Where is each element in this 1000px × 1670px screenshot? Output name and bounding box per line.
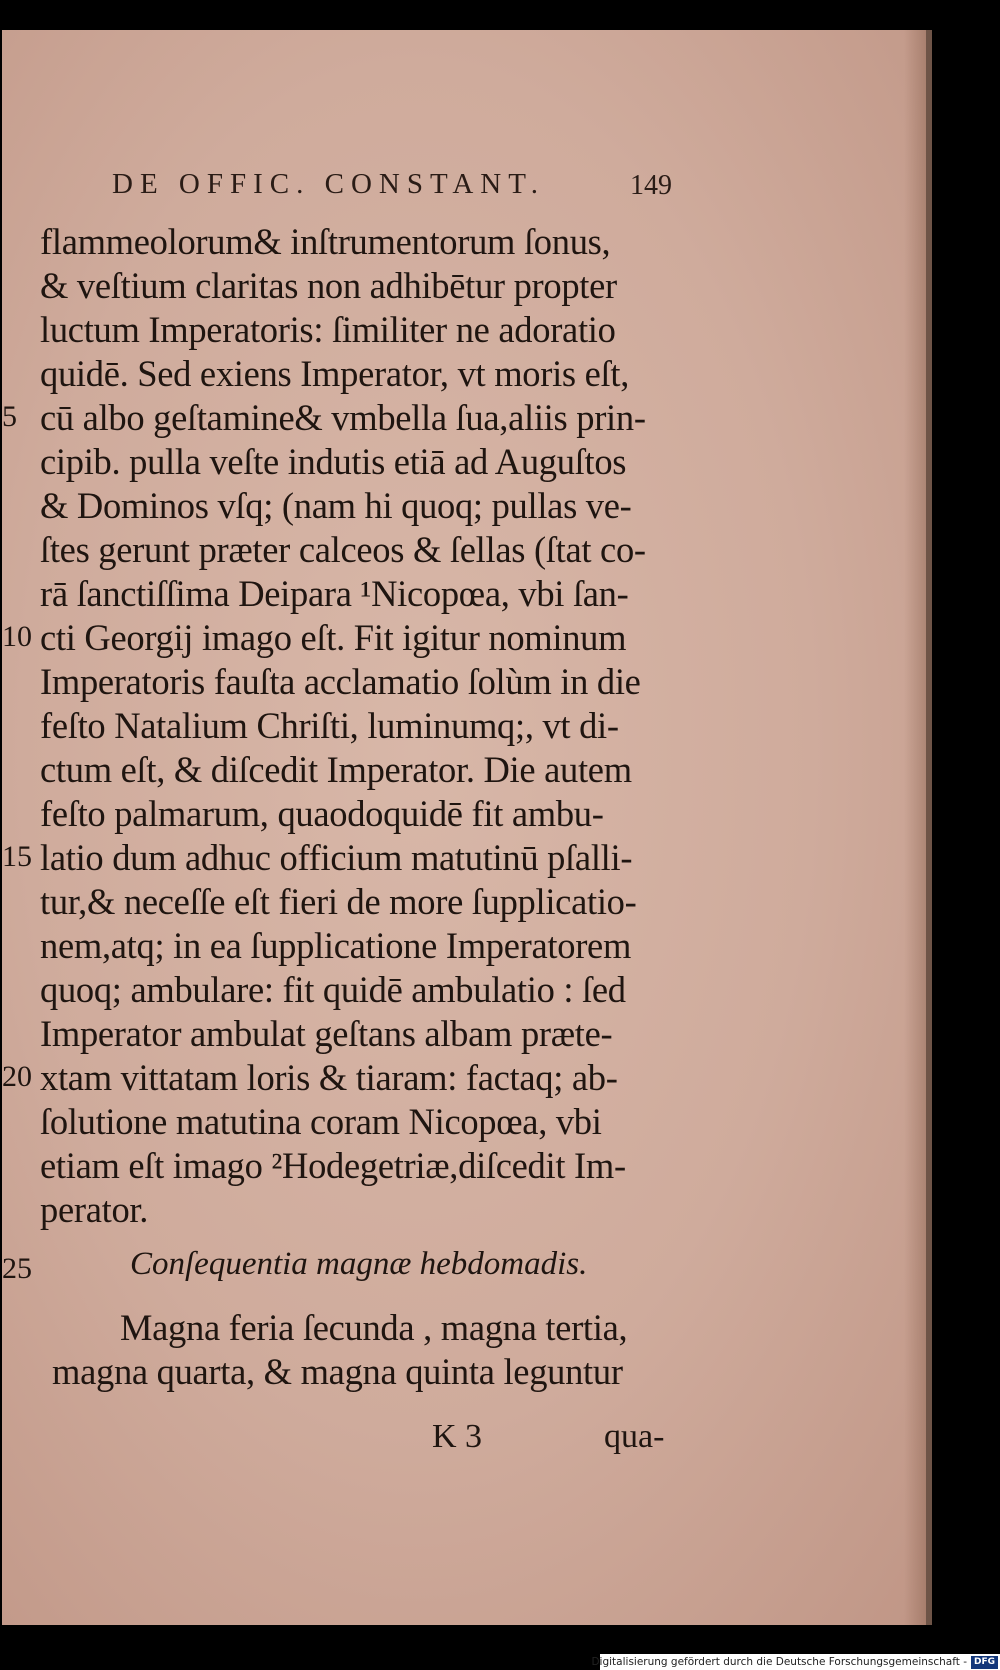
- line-number: 10: [2, 620, 32, 653]
- text-line: cū albo geſtamine& vmbella ſua,aliis prin-: [40, 397, 646, 438]
- text-line: rā ſanctiſſima Deipara ¹Nicopœa, vbi ſan-: [40, 573, 629, 614]
- text-line: & veſtium claritas non adhibētur propter: [40, 265, 617, 306]
- text-line: ctum eſt, & diſcedit Imperator. Die autem: [40, 749, 632, 790]
- text-line: latio dum adhuc officium matutinū pſalli-: [40, 837, 633, 878]
- text-line: luctum Imperatoris: ſimiliter ne adoratio: [40, 309, 616, 350]
- text-line: nem,atq; in ea ſupplicatione Imperatorem: [40, 925, 632, 966]
- section-heading: Conſequentia magnæ hebdomadis.: [130, 1246, 588, 1282]
- text-line: xtam vittatam loris & tiaram: factaq; ab-: [40, 1057, 618, 1098]
- text-line: tur,& neceſſe eſt fieri de more ſupplicatio-: [40, 881, 637, 922]
- text-line: etiam eſt imago ²Hodegetriæ,diſcedit Im-: [40, 1145, 626, 1186]
- paragraph-line: Magna feria ſecunda , magna tertia,: [120, 1307, 628, 1348]
- dfg-logo: DFG: [971, 1656, 998, 1669]
- line-number: 5: [2, 400, 17, 433]
- text-line: cipib. pulla veſte indutis etiā ad Auguſtos: [40, 441, 627, 482]
- line-number: 25: [2, 1252, 32, 1285]
- book-page: [2, 30, 932, 1625]
- text-line: quidē. Sed exiens Imperator, vt moris eſt,: [40, 353, 630, 394]
- text-line: perator.: [40, 1189, 149, 1230]
- text-line: quoq; ambulare: fit quidē ambulatio : ſed: [40, 969, 626, 1010]
- paragraph-line: magna quarta, & magna quinta leguntur: [52, 1351, 623, 1392]
- line-number: 20: [2, 1060, 32, 1093]
- text-line: flammeolorum& inſtrumentorum ſonus,: [40, 221, 611, 262]
- catchword: qua-: [604, 1418, 665, 1455]
- page-number: 149: [630, 170, 672, 201]
- text-line: feſto Natalium Chriſti, luminumq;, vt di-: [40, 705, 619, 746]
- signature-mark: K 3: [432, 1418, 483, 1455]
- running-head: DE OFFIC. CONSTANT.: [112, 168, 546, 200]
- text-line: feſto palmarum, quaodoquidē fit ambu-: [40, 793, 604, 834]
- text-line: & Dominos vſq; (nam hi quoq; pullas ve-: [40, 485, 632, 526]
- text-line: Imperator ambulat geſtans albam præte-: [40, 1013, 613, 1054]
- text-line: ſolutione matutina coram Nicopœa, vbi: [40, 1101, 602, 1142]
- text-line: ſtes gerunt præter calceos & ſellas (ſtat co-: [40, 529, 646, 570]
- text-line: cti Georgij imago eſt. Fit igitur nominum: [40, 617, 627, 658]
- text-line: Imperatoris fauſta acclamatio ſolùm in die: [40, 661, 641, 702]
- digitization-credit: Digitalisierung gefördert durch die Deutsche Forschungsgemeinschaft -: [591, 1656, 967, 1668]
- digitization-credit-bar: [591, 1654, 1000, 1670]
- line-number: 15: [2, 840, 32, 873]
